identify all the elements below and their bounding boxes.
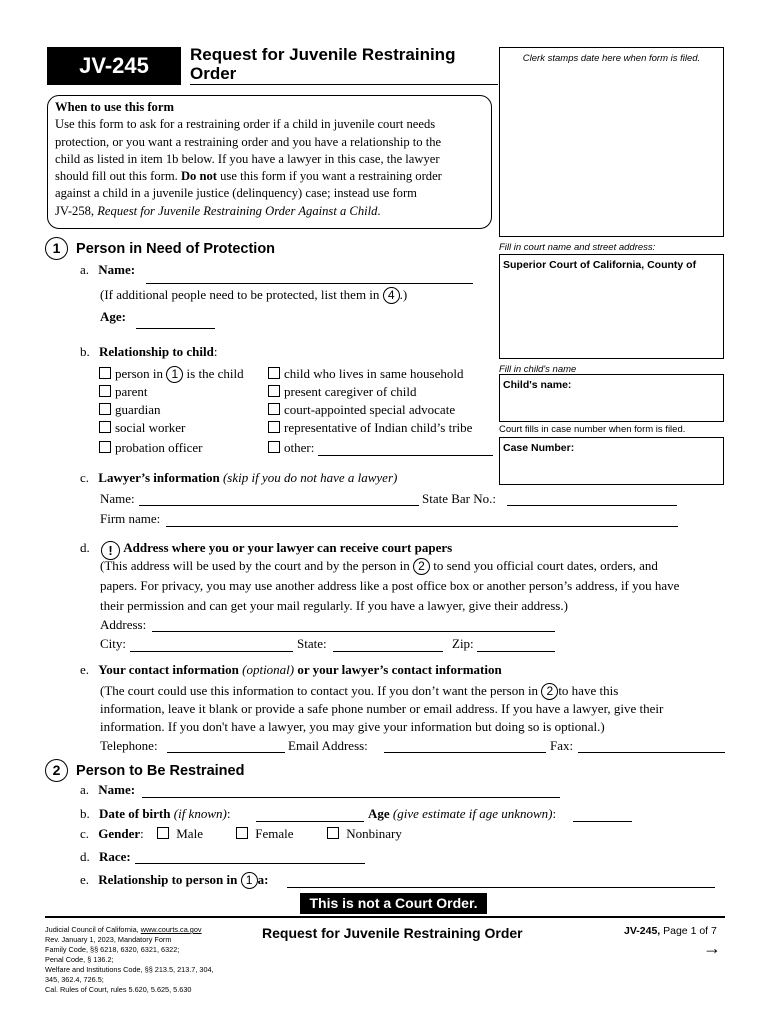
checkbox[interactable] (157, 827, 169, 839)
firm-name-label: Firm name: (100, 511, 161, 526)
checkbox[interactable] (99, 367, 111, 379)
when-line-1: Use this form to ask for a restraining order if a child in juvenile court needs (55, 117, 436, 132)
when-to-use-box (47, 95, 492, 229)
s2a-row: a. Name: (80, 782, 136, 797)
other-relationship-input[interactable] (318, 455, 493, 456)
gender-male[interactable]: Male (157, 826, 203, 842)
zip-input[interactable] (477, 651, 555, 652)
s1e-p2: information, leave it blank or provide a safe phone number or email address. If you have a lawyer, give their (100, 701, 664, 716)
address-input[interactable] (152, 631, 555, 632)
s1d-p3: their permission and can get your mail regularly. If you have a lawyer, give their address.) (100, 598, 568, 613)
checkbox[interactable] (236, 827, 248, 839)
section-1-heading: 1 Person in Need of Protection (45, 237, 275, 260)
s2b-row: b. Date of birth (if known): (80, 806, 231, 821)
checkbox[interactable] (268, 421, 280, 433)
s1b-row: b. Relationship to child: (80, 344, 218, 359)
s1c-row: c. Lawyer’s information (skip if you do not have a lawyer) (80, 470, 398, 485)
email-label: Email Address: (288, 738, 368, 753)
checkbox[interactable] (99, 403, 111, 415)
restrained-name-input[interactable] (142, 797, 560, 798)
state-input[interactable] (333, 651, 443, 652)
when-line-6: JV-258, Request for Juvenile Restraining Order Against a Child. (55, 203, 381, 218)
city-label: City: (100, 636, 127, 651)
state-bar-label: State Bar No.: (422, 491, 497, 506)
case-number-hint: Court fills in case number when form is filed. (499, 424, 686, 435)
page-number: JV-245, Page 1 of 7 (624, 925, 717, 937)
when-line-4: should fill out this form. Do not use this form if you want a restraining order (55, 169, 442, 184)
clerk-stamp-box: Clerk stamps date here when form is filed. (499, 47, 724, 237)
lawyer-name-input[interactable] (139, 505, 419, 506)
s1e-p1: (The court could use this information to contact you. If you don’t want the person in 2 to have this (100, 683, 619, 698)
protected-age-input[interactable] (136, 328, 215, 329)
fax-input[interactable] (578, 752, 725, 753)
footer-rule (45, 916, 725, 918)
s2c-row: c. Gender: (80, 826, 144, 841)
s1a-age-label: Age: (100, 309, 126, 324)
checkbox[interactable] (268, 367, 280, 379)
rel-opt-parent[interactable]: parent (99, 384, 147, 400)
relationship-input[interactable] (287, 887, 715, 888)
telephone-label: Telephone: (100, 738, 158, 753)
s1a-row: a. Name: (80, 262, 136, 277)
section-2-number: 2 (45, 759, 68, 782)
rel-opt-household[interactable]: child who lives in same household (268, 366, 463, 382)
child-name-field[interactable]: Child's name: (499, 374, 724, 422)
state-label: State: (297, 636, 327, 651)
gender-female[interactable]: Female (236, 826, 294, 842)
rel-opt-probation[interactable]: probation officer (99, 440, 202, 456)
city-input[interactable] (130, 651, 293, 652)
email-input[interactable] (384, 752, 546, 753)
rel-opt-social-worker[interactable]: social worker (99, 420, 185, 436)
s1e-p3: information. If you don't have a lawyer, you may give your information but doing so is optional.) (100, 719, 605, 734)
s1d-row: d. ! Address where you or your lawyer can receive court papers (80, 540, 453, 558)
race-input[interactable] (135, 863, 365, 864)
checkbox[interactable] (268, 385, 280, 397)
rel-opt-tribe[interactable]: representative of Indian child’s tribe (268, 420, 472, 436)
page-title: Request for Juvenile Restraining Order (190, 45, 456, 83)
rel-opt-person[interactable]: person in 1 is the child (99, 366, 244, 383)
checkbox[interactable] (99, 421, 111, 433)
court-name-field[interactable]: Superior Court of California, County of (499, 254, 724, 359)
rel-opt-other[interactable]: other: (268, 440, 314, 456)
telephone-input[interactable] (167, 752, 285, 753)
alert-icon: ! (101, 541, 120, 560)
header-rule (190, 84, 498, 85)
footer-title: Request for Juvenile Restraining Order (262, 925, 523, 941)
rel-opt-caregiver[interactable]: present caregiver of child (268, 384, 416, 400)
address-label: Address: (100, 617, 147, 632)
when-line-5: against a child in a juvenile justice (delinquency) case; instead use form (55, 186, 417, 201)
checkbox[interactable] (268, 441, 280, 453)
s1d-p2: papers. For privacy, you may use another address like a post office box or another person’s address, if you have (100, 578, 680, 593)
checkbox[interactable] (99, 385, 111, 397)
fax-label: Fax: (550, 738, 574, 753)
section-2-heading: 2 Person to Be Restrained (45, 759, 244, 782)
age-input[interactable] (573, 821, 632, 822)
form-id-badge: JV-245 (47, 47, 181, 85)
s1a-note: (If additional people need to be protected, list them in 4 .) (100, 287, 408, 302)
gender-nonbinary[interactable]: Nonbinary (327, 826, 402, 842)
when-line-2: protection, or you want a restraining order and you have a relationship to the (55, 134, 442, 149)
when-line-3: child as listed in item 1b below. If you have a lawyer in this case, the lawyer (55, 151, 440, 166)
s2d-row: d. Race: (80, 849, 131, 864)
state-bar-input[interactable] (507, 505, 677, 506)
s2e-row: e. Relationship to person in 1 a: (80, 872, 269, 887)
courts-link[interactable]: www.courts.ca.gov (140, 925, 202, 934)
s1d-p1: (This address will be used by the court and by the person in 2 to send you official court dates, orders, and (100, 558, 658, 573)
case-number-field[interactable]: Case Number: (499, 437, 724, 485)
s1e-row: e. Your contact information (optional) or your lawyer’s contact information (80, 662, 502, 677)
court-name-hint: Fill in court name and street address: (499, 242, 656, 253)
when-to-use-heading: When to use this form (55, 100, 174, 114)
next-page-arrow-icon[interactable]: → (703, 938, 721, 958)
checkbox[interactable] (327, 827, 339, 839)
rel-opt-advocate[interactable]: court-appointed special advocate (268, 402, 455, 418)
child-name-hint: Fill in child's name (499, 364, 577, 375)
rel-opt-guardian[interactable]: guardian (99, 402, 160, 418)
zip-label: Zip: (452, 636, 474, 651)
firm-name-input[interactable] (166, 526, 678, 527)
section-1-number: 1 (45, 237, 68, 260)
checkbox[interactable] (99, 441, 111, 453)
s2b-age: Age (give estimate if age unknown): (368, 806, 557, 821)
checkbox[interactable] (268, 403, 280, 415)
footer-citations: Judicial Council of California, www.courts.ca.gov Rev. January 1, 2023, Mandatory Form Family Code, §§ 6218, 6320, 6321, 6322; Penal Code, § 136.2; Welfare and Institutions Code, §§ 213.5, 213.7, 304, 345, 362.4, 726.5; Cal. Rules of Court, rules 5.620, 5.625, 5.630 (45, 925, 214, 994)
not-court-order-banner: This is not a Court Order. (300, 893, 487, 914)
dob-input[interactable] (256, 821, 364, 822)
lawyer-name-label: Name: (100, 491, 135, 506)
protected-name-input[interactable] (146, 283, 473, 284)
